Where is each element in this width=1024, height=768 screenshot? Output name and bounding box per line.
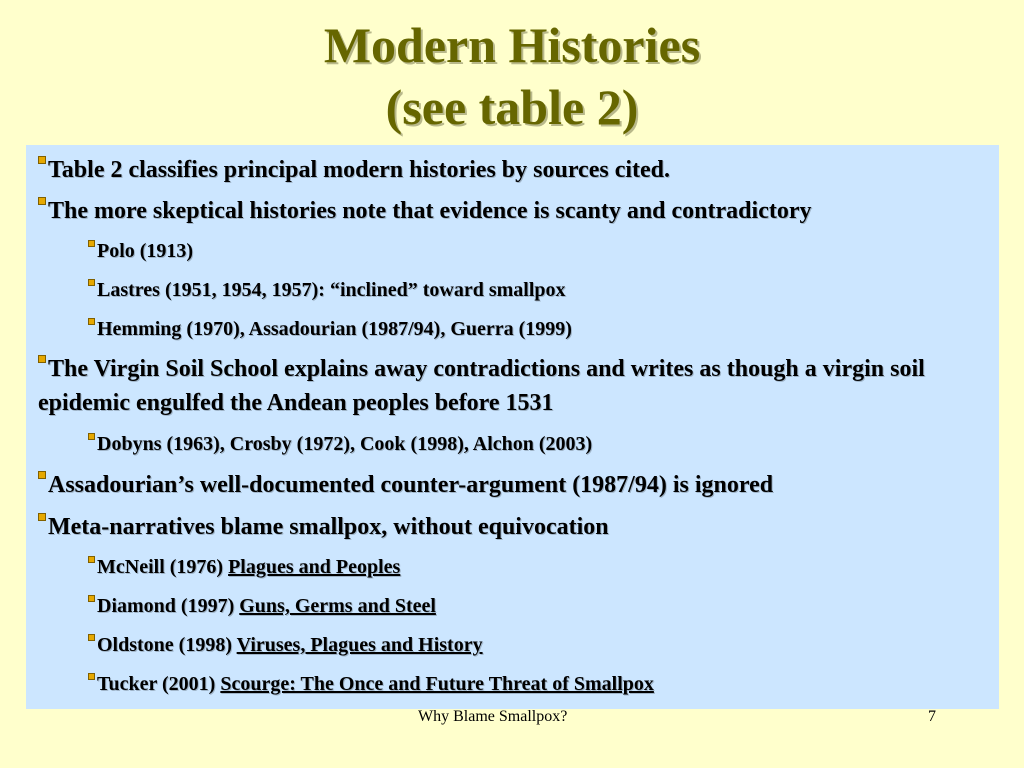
footer-caption: Why Blame Smallpox? [418, 708, 568, 725]
bullet-item [38, 194, 812, 228]
square-bullet-icon [88, 318, 95, 325]
sub-bullet-text: Polo (1913) [97, 240, 194, 262]
book-title: Viruses, Plagues and History [236, 634, 483, 656]
square-bullet-icon [88, 634, 95, 641]
bullet-text: The Virgin Soil School explains away contradictions and writes as though a virgin soil epidemic engulfed the Andean peoples before 1531 [38, 356, 925, 416]
sub-bullet-text: Hemming (1970), Assadourian (1987/94), Guerra (1999) [97, 318, 572, 340]
sub-bullet-item [88, 430, 592, 458]
page-number: 7 [928, 708, 936, 725]
sub-bullet-item [88, 631, 483, 659]
bullet-text: Assadourian’s well-documented counter-argument (1987/94) is ignored [48, 472, 774, 498]
square-bullet-icon [38, 471, 46, 479]
square-bullet-icon [88, 279, 95, 286]
bullet-item [38, 352, 978, 420]
square-bullet-icon [38, 197, 46, 205]
author-text: Tucker (2001) [97, 673, 216, 695]
author-text: McNeill (1976) [97, 556, 224, 578]
square-bullet-icon [88, 240, 95, 247]
sub-bullet-text: Lastres (1951, 1954, 1957): “inclined” toward smallpox [97, 279, 566, 301]
sub-bullet-item [88, 237, 193, 265]
square-bullet-icon [88, 595, 95, 602]
sub-bullet-item [88, 592, 436, 620]
sub-bullet-item [88, 276, 566, 304]
bullet-text: Table 2 classifies principal modern histories by sources cited. [48, 157, 671, 183]
book-title: Plagues and Peoples [228, 556, 401, 578]
slide-title [0, 14, 1024, 138]
book-title: Guns, Germs and Steel [239, 595, 436, 617]
sub-bullet-text: Dobyns (1963), Crosby (1972), Cook (1998), Alchon (2003) [97, 433, 593, 455]
square-bullet-icon [38, 156, 46, 164]
sub-bullet-item [88, 315, 572, 343]
content-box [26, 145, 999, 709]
square-bullet-icon [88, 433, 95, 440]
bullet-item [38, 468, 773, 502]
sub-bullet-item [88, 670, 654, 698]
square-bullet-icon [38, 355, 46, 363]
bullet-text: The more skeptical histories note that evidence is scanty and contradictory [48, 198, 812, 224]
author-text: Oldstone (1998) [97, 634, 232, 656]
sub-bullet-item [88, 553, 400, 581]
bullet-item [38, 153, 670, 187]
bullet-item [38, 510, 609, 544]
author-text: Diamond (1997) [97, 595, 235, 617]
square-bullet-icon [38, 513, 46, 521]
square-bullet-icon [88, 556, 95, 563]
book-title: Scourge: The Once and Future Threat of Smallpox [220, 673, 654, 695]
slide-title-line-2: (see table 2) [385, 79, 639, 135]
slide-title-line-1: Modern Histories [323, 17, 701, 73]
square-bullet-icon [88, 673, 95, 680]
bullet-text: Meta-narratives blame smallpox, without equivocation [48, 514, 609, 540]
